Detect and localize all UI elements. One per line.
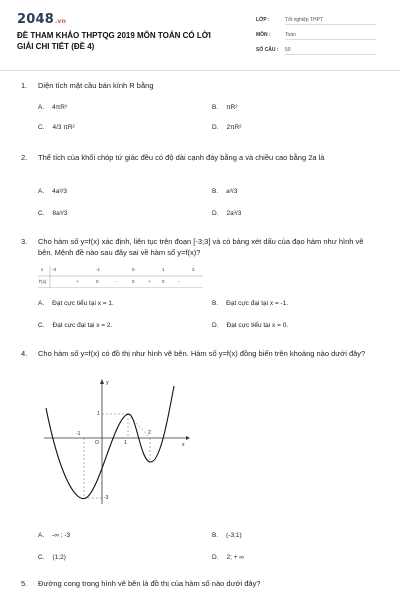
question-text: Thể tích của khối chóp tứ giác đều có độ dài cạnh đáy bằng a và chiều cao bằng 2a là xyxy=(38,153,325,162)
sign: + xyxy=(76,279,79,284)
sign-table-lines xyxy=(38,264,203,288)
option-letter: D. xyxy=(212,322,219,329)
tick-label: 1 xyxy=(97,411,100,417)
exam-title: ĐỀ THAM KHẢO THPTQG 2019 MÔN TOÁN CÓ LỜI GIẢI CHI TIẾT (ĐỀ 4) xyxy=(17,31,211,51)
option-letter: B. xyxy=(212,188,219,195)
option-b[interactable] xyxy=(212,188,237,195)
option-d[interactable] xyxy=(212,322,288,329)
header-divider xyxy=(0,70,400,71)
function-curve xyxy=(46,386,174,499)
option-text: Đạt cực đại tại x = -1. xyxy=(226,300,289,307)
meta-count xyxy=(256,47,380,57)
option-text: 2πR² xyxy=(226,124,242,131)
fx-label: f'(x) xyxy=(39,279,47,284)
option-c[interactable] xyxy=(38,124,75,131)
tick-label: 2 xyxy=(148,430,151,436)
option-d[interactable] xyxy=(212,210,241,217)
question-number: 4. xyxy=(21,349,28,358)
x-value: 2 xyxy=(192,267,195,272)
sign: 0 xyxy=(96,279,99,284)
question-number: 5. xyxy=(21,579,28,588)
question-number: 3. xyxy=(21,237,28,246)
sign-table xyxy=(38,264,203,288)
question-2 xyxy=(0,152,400,176)
x-value: 0 xyxy=(132,267,135,272)
option-letter: C. xyxy=(38,124,45,131)
sign: - xyxy=(115,279,117,284)
tick-label: 1 xyxy=(124,440,127,446)
option-text: a³/3 xyxy=(226,188,238,195)
tick-label: -1 xyxy=(76,431,81,437)
option-b[interactable] xyxy=(212,300,288,307)
option-text: Đạt cực đại tại x = 2. xyxy=(52,322,113,329)
option-letter: B. xyxy=(212,300,219,307)
question-4 xyxy=(0,348,400,372)
option-letter: C. xyxy=(38,210,45,217)
option-text: 4πR² xyxy=(52,104,68,111)
option-text: 2; + ∞ xyxy=(226,554,244,561)
question-3 xyxy=(0,236,400,260)
option-d[interactable] xyxy=(212,554,244,561)
option-a[interactable] xyxy=(38,300,114,307)
option-text: Đạt cực tiểu tại x = 1. xyxy=(52,300,114,307)
question-text: Cho hàm số y=f(x) xác định, liên tục trên đoạn [-3;3] và có bảng xét dấu của đạo hàm như hình vẽ bên. Mệnh đề nào sau đây sai về hàm số y=f(x)? xyxy=(38,237,364,257)
question-number: 2. xyxy=(21,153,28,162)
option-letter: A. xyxy=(38,188,45,195)
sign: 0 xyxy=(132,279,135,284)
meta-key: SỐ CÂU : xyxy=(256,47,279,53)
site-logo[interactable] xyxy=(17,12,66,27)
question-text: Đường cong trong hình vẽ bên là đồ thị của hàm số nào dưới đây? xyxy=(38,579,261,588)
x-value: 1 xyxy=(162,267,165,272)
question-5 xyxy=(0,578,400,590)
x-label: x xyxy=(41,267,44,272)
meta-value: Tốt nghiệp THPT xyxy=(285,17,376,25)
sign: + xyxy=(148,279,151,284)
tick-label: -3 xyxy=(104,495,109,501)
option-text: Đạt cực tiểu tại x = 0. xyxy=(226,322,289,329)
y-axis-label: y xyxy=(106,380,109,386)
sign: 0 xyxy=(162,279,165,284)
option-letter: C. xyxy=(38,322,45,329)
x-value: -3 xyxy=(52,267,57,272)
option-letter: C. xyxy=(38,554,45,561)
option-text: 4/3 πR² xyxy=(52,124,75,131)
option-a[interactable] xyxy=(38,532,70,539)
option-b[interactable] xyxy=(212,104,238,111)
option-c[interactable] xyxy=(38,554,66,561)
question-text: Diện tích mặt cầu bán kính R bằng xyxy=(38,81,154,90)
function-graph xyxy=(40,378,190,508)
option-letter: B. xyxy=(212,532,219,539)
option-letter: A. xyxy=(38,532,45,539)
option-c[interactable] xyxy=(38,322,112,329)
question-text: Cho hàm số y=f(x) có đồ thị như hình vẽ bên. Hàm số y=f(x) đồng biến trên khoảng nào dưới đây? xyxy=(38,349,366,358)
y-axis-arrow xyxy=(100,379,104,384)
question-number: 1. xyxy=(21,81,28,90)
question-1 xyxy=(0,80,400,92)
x-axis-arrow xyxy=(186,436,190,440)
meta-class xyxy=(256,17,380,27)
x-axis-label: x xyxy=(182,442,185,448)
option-letter: B. xyxy=(212,104,219,111)
option-text: (-3;1) xyxy=(226,532,242,539)
option-d[interactable] xyxy=(212,124,241,131)
option-text: πR² xyxy=(226,104,238,111)
graph-svg xyxy=(40,378,190,508)
option-letter: A. xyxy=(38,300,45,307)
meta-value: 50 xyxy=(285,47,376,55)
option-text: (1;2) xyxy=(52,554,66,561)
option-letter: A. xyxy=(38,104,45,111)
logo-suffix: .vn xyxy=(54,18,67,25)
sign: - xyxy=(178,279,180,284)
option-text: 2a³/3 xyxy=(226,210,242,217)
option-text: 4a³/3 xyxy=(52,188,67,195)
logo-text: 2048 xyxy=(17,12,54,27)
meta-value: Toán xyxy=(285,32,376,40)
option-letter: D. xyxy=(212,554,219,561)
meta-key: LỚP : xyxy=(256,17,270,23)
option-letter: D. xyxy=(212,124,219,131)
option-a[interactable] xyxy=(38,188,67,195)
option-letter: D. xyxy=(212,210,219,217)
option-text: 8a³/3 xyxy=(52,210,68,217)
meta-key: MÔN : xyxy=(256,32,271,38)
option-b[interactable] xyxy=(212,532,242,539)
x-value: -1 xyxy=(96,267,101,272)
option-c[interactable] xyxy=(38,210,67,217)
guide-line xyxy=(128,414,150,438)
origin-label: O xyxy=(95,440,99,446)
option-a[interactable] xyxy=(38,104,67,111)
option-text: -∞ ; -3 xyxy=(52,532,71,539)
meta-subject xyxy=(256,32,380,42)
